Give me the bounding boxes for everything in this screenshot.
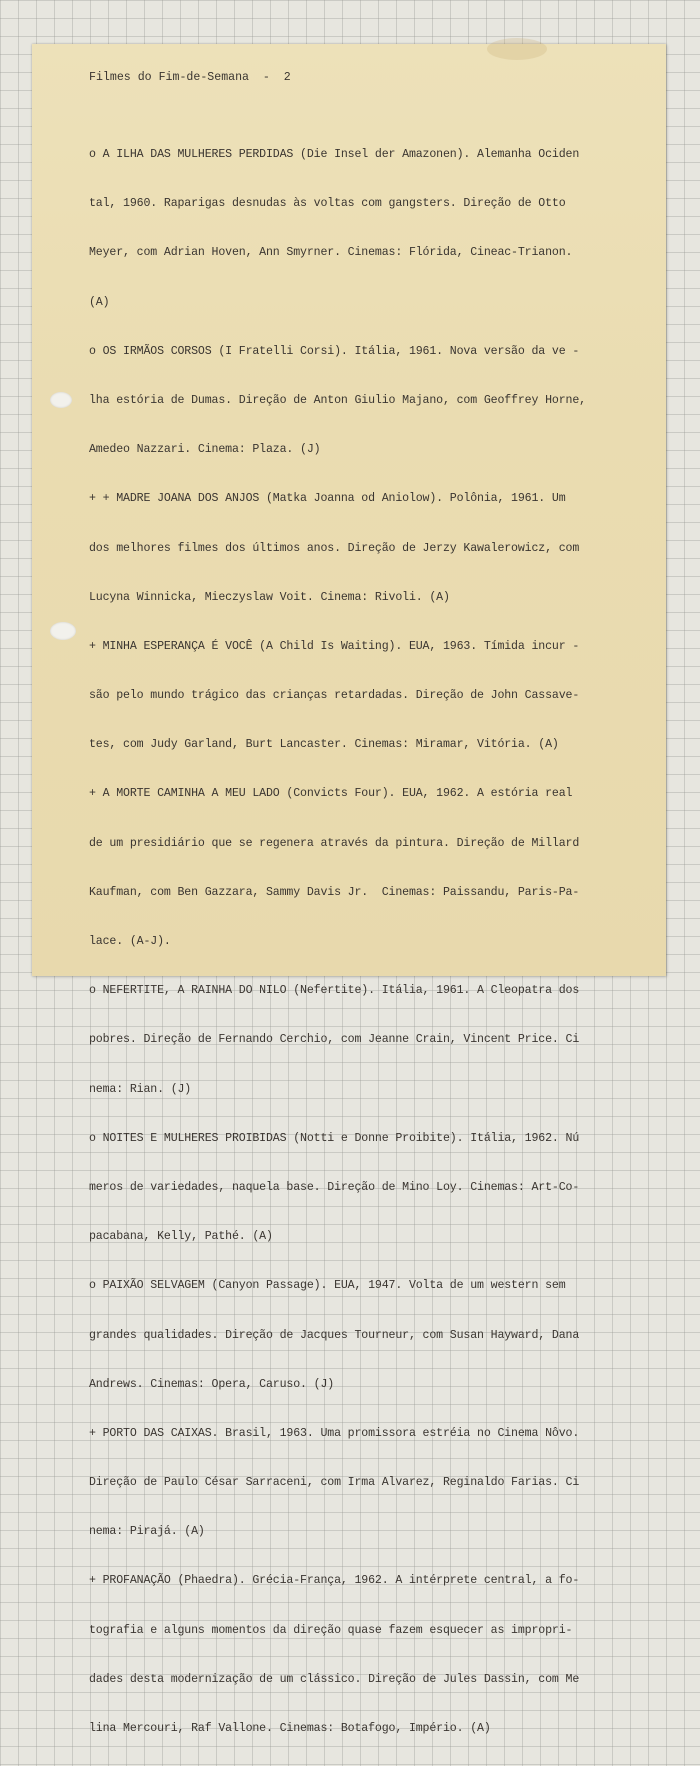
- text-line: + MINHA ESPERANÇA É VOCÊ (A Child Is Waiting). EUA, 1963. Tímida incur -: [89, 639, 580, 653]
- text-line: pobres. Direção de Fernando Cerchio, com Jeanne Crain, Vincent Price. Ci: [89, 1033, 580, 1047]
- text-line: + A MORTE CAMINHA A MEU LADO (Convicts Four). EUA, 1962. A estória real: [89, 787, 573, 801]
- text-line: lace. (A-J).: [89, 935, 171, 948]
- text-line: tes, com Judy Garland, Burt Lancaster. Cinemas: Miramar, Vitória. (A): [89, 738, 559, 752]
- text-line: + + MADRE JOANA DOS ANJOS (Matka Joanna od Aniolow). Polônia, 1961. Um: [89, 492, 566, 506]
- text-line: Amedeo Nazzari. Cinema: Plaza. (J): [89, 443, 321, 457]
- text-line: o PAIXÃO SELVAGEM (Canyon Passage). EUA, 1947. Volta de um western sem: [89, 1279, 566, 1293]
- text-line: tal, 1960. Raparigas desnudas às voltas com gangsters. Direção de Otto: [89, 197, 566, 211]
- text-line: Meyer, com Adrian Hoven, Ann Smyrner. Cinemas: Flórida, Cineac-Trianon.: [89, 246, 573, 260]
- text-line: Direção de Paulo César Sarraceni, com Irma Alvarez, Reginaldo Farias. Ci: [89, 1476, 580, 1490]
- text-line: meros de variedades, naquela base. Direção de Mino Loy. Cinemas: Art-Co-: [89, 1180, 580, 1194]
- film-listing-text: [89, 117, 649, 1766]
- text-line: o A ILHA DAS MULHERES PERDIDAS (Die Insel der Amazonen). Alemanha Ociden: [89, 148, 580, 161]
- punch-hole-lower: [50, 622, 76, 640]
- page-header: Filmes do Fim-de-Semana - 2: [89, 71, 291, 84]
- text-line: Lucyna Winnicka, Mieczyslaw Voit. Cinema: Rivoli. (A): [89, 590, 450, 604]
- text-line: de um presidiário que se regenera através da pintura. Direção de Millard: [89, 836, 580, 850]
- text-line: nema: Pirajá. (A): [89, 1525, 205, 1539]
- punch-hole-upper: [50, 392, 72, 408]
- text-line: o NEFERTITE, A RAINHA DO NILO (Nefertite). Itália, 1961. A Cleopatra dos: [89, 984, 580, 998]
- typewritten-page: [32, 44, 666, 1735]
- text-line: nema: Rian. (J): [89, 1082, 192, 1096]
- text-line: pacabana, Kelly, Pathé. (A): [89, 1230, 273, 1244]
- text-line: + PORTO DAS CAIXAS. Brasil, 1963. Uma promissora estréia no Cinema Nôvo.: [89, 1426, 580, 1440]
- text-line: tografia e alguns momentos da direção quase fazem esquecer as impropri-: [89, 1623, 573, 1637]
- paper-stain: [487, 38, 547, 60]
- text-line: dades desta modernização de um clássico. Direção de Jules Dassin, com Me: [89, 1672, 580, 1686]
- text-line: grandes qualidades. Direção de Jacques Tourneur, com Susan Hayward, Dana: [89, 1328, 580, 1342]
- text-line: são pelo mundo trágico das crianças retardadas. Direção de John Cassave-: [89, 689, 580, 703]
- text-line: Andrews. Cinemas: Opera, Caruso. (J): [89, 1377, 335, 1391]
- text-line: + PROFANAÇÃO (Phaedra). Grécia-França, 1962. A intérprete central, a fo-: [89, 1574, 580, 1588]
- text-line: dos melhores filmes dos últimos anos. Direção de Jerzy Kawalerowicz, com: [89, 541, 580, 555]
- text-line: Kaufman, com Ben Gazzara, Sammy Davis Jr. Cinemas: Paissandu, Paris-Pa-: [89, 885, 580, 899]
- text-line: lina Mercouri, Raf Vallone. Cinemas: Botafogo, Império. (A): [89, 1722, 491, 1735]
- text-line: o OS IRMÃOS CORSOS (I Fratelli Corsi). Itália, 1961. Nova versão da ve -: [89, 344, 580, 358]
- text-line: (A): [89, 295, 110, 309]
- text-line: lha estória de Dumas. Direção de Anton Giulio Majano, com Geoffrey Horne,: [89, 393, 586, 407]
- text-line: o NOITES E MULHERES PROIBIDAS (Notti e Donne Proibite). Itália, 1962. Nú: [89, 1131, 580, 1145]
